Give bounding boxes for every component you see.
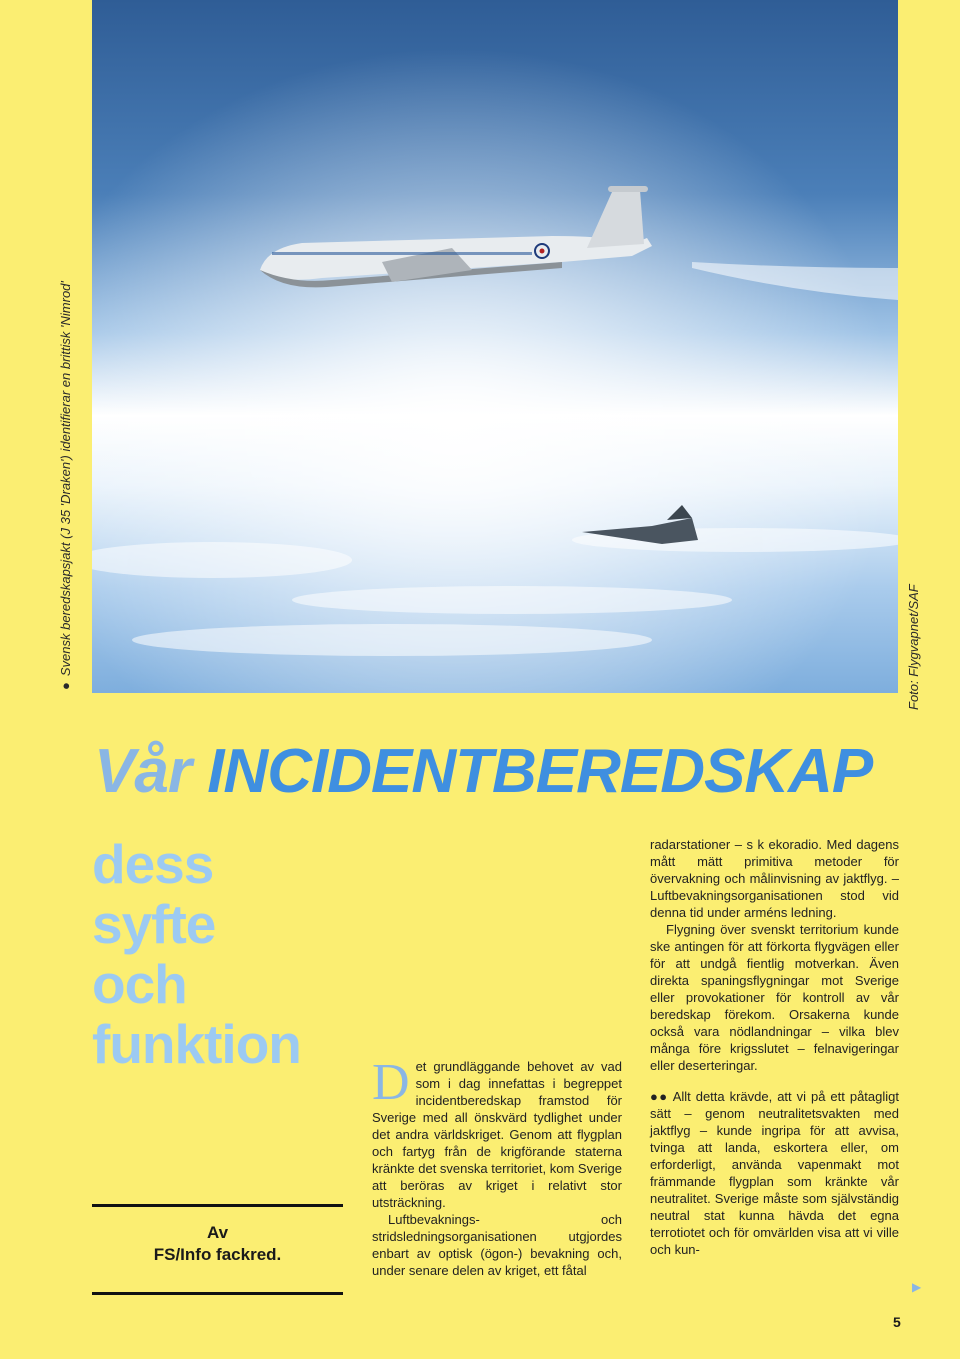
headline-word2: INCIDENTBEREDSKAP [207, 737, 873, 806]
byline-rule-bottom [92, 1292, 343, 1295]
aircraft-photo [92, 0, 898, 693]
headline [94, 736, 872, 807]
article-paragraph [372, 1054, 622, 1211]
photo-illustration [92, 0, 898, 693]
page-number: 5 [893, 1314, 901, 1330]
continuation-arrow-icon: ▶ [912, 1280, 922, 1294]
caption-bullet: ● [58, 682, 73, 690]
caption-text: Svensk beredskapsjakt (J 35 'Draken') identifierar en brittisk 'Nimrod' [58, 281, 73, 677]
subhead [92, 834, 301, 1074]
paragraph-bullets: ●● [650, 1089, 669, 1104]
article-column-2 [650, 836, 899, 1258]
byline-rule-top [92, 1204, 343, 1207]
article-paragraph: Luftbevaknings- och stridsledningsorganisationen utgjordes enbart av optisk (ögon-) bevakning och, under senare delen av kriget, ett fåtal [372, 1212, 622, 1278]
photo-caption [58, 281, 73, 690]
drop-cap: D [372, 1054, 410, 1111]
article-paragraph [650, 1088, 899, 1258]
paragraph-text: Allt detta krävde, att vi på ett påtagligt sätt – genom neutralitetsvakten med jaktflyg – kunde ingripa för att avvisa, tvinga att landa, eskortera eller, om erforderligt, använda vapenmakt mot främmande flygplan som kränkte vår neutralitet. Sverige måste som självständig neutral stat kunna hävda det egna terrotiotet och för omvärlden visa att vi ville och kun- [650, 1089, 899, 1257]
article-column-1 [372, 1054, 622, 1279]
photo-credit: Foto: Flygvapnet/SAF [906, 584, 921, 710]
headline-word1: Vår [94, 737, 191, 806]
paragraph-text: et grundläggande behovet av vad som i dag innefattas i begreppet incidentberedskap framstod för Sverige med all önskvärd tydlighet under det andra världskriget. Genom att flygplan och fartyg från de krigförande staterna kränkte det svenska territoriet, kom Sverige att beröras av kriget i relativt stor utsträckning. [372, 1059, 622, 1210]
subhead-line: syfte [92, 893, 216, 955]
subhead-line: dess [92, 833, 214, 895]
article-paragraph: radarstationer – s k ekoradio. Med dagens mått mätt primitiva metoder för övervakning och målinvisning av jaktflyg. – Luftbevakningsorganisationen stod vid denna tid under arméns ledning. [650, 837, 899, 920]
byline-line2: FS/Info fackred. [153, 1245, 282, 1264]
subhead-line: och [92, 953, 187, 1015]
byline [92, 1222, 343, 1266]
article-paragraph: Flygning över svenskt territorium kunde ske antingen för att förkorta flygvägen eller för att undgå fientlig motverkan. Även direkta spaningsflygningar mot Sverige eller provokationer för kontroll av vår beredskap förekom. Orsakerna kunde också vara nödlandningar – vilka blev många före krigsslutet – felnavigeringar eller deserteringar. [650, 922, 899, 1073]
subhead-line: funktion [92, 1013, 301, 1075]
byline-line1: Av [206, 1223, 229, 1242]
